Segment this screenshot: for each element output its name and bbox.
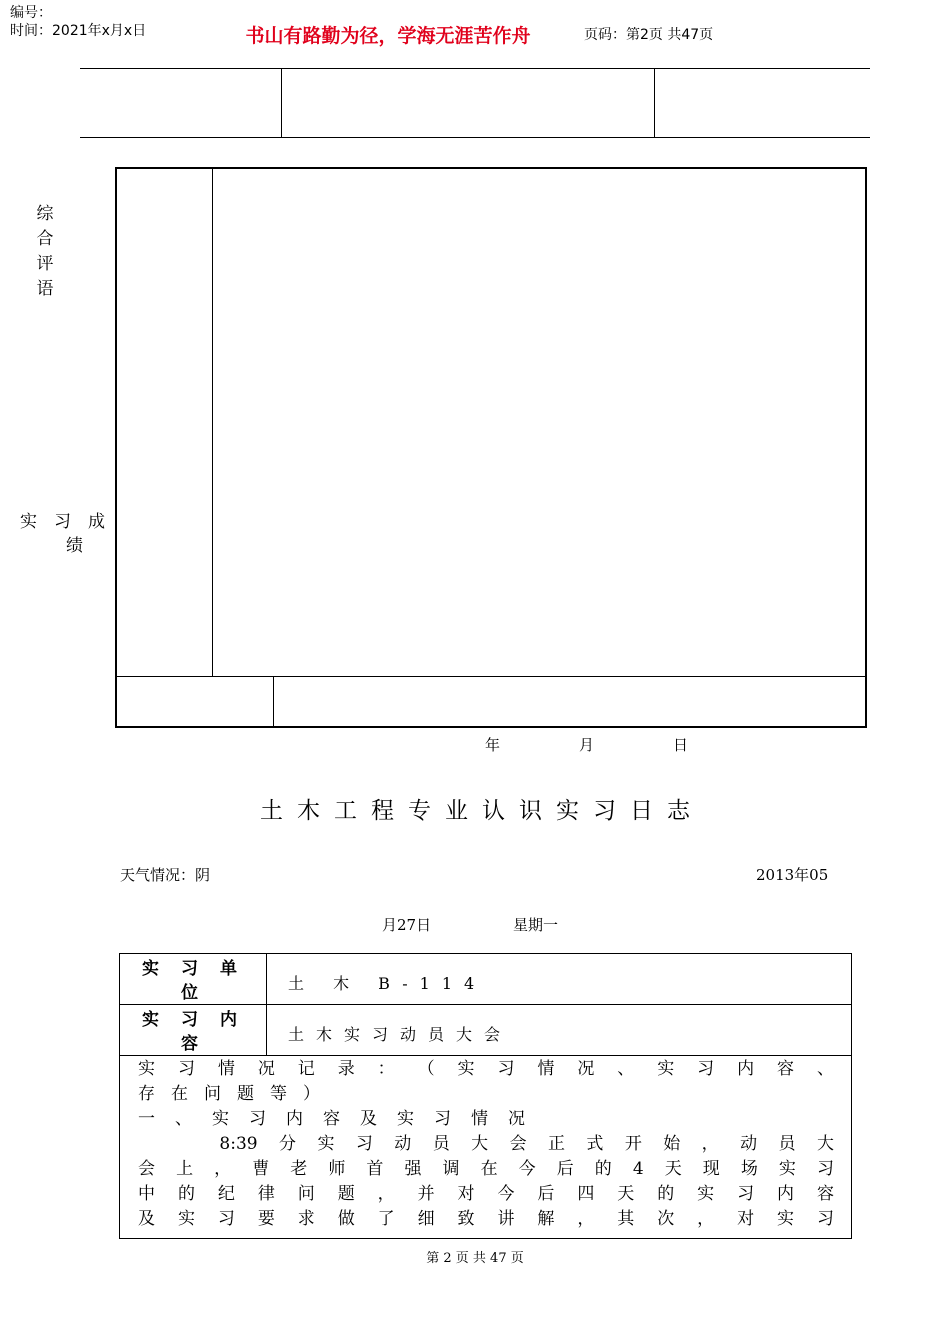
page-header xyxy=(80,68,870,138)
content-value: 土木实习动员大会 xyxy=(288,1025,513,1044)
evaluation-table xyxy=(115,167,867,728)
weekday-label: 星期一 xyxy=(513,916,559,934)
serial-label: 编号： xyxy=(10,5,52,21)
month-label: 月 xyxy=(579,736,595,754)
record-line: 中 的 纪 律 问 题 ， 并 对 今 后 四 天 的 实 习 内 容 xyxy=(138,1184,834,1204)
unit-value: 土 木 B-114 xyxy=(288,974,487,993)
header-page-info: 页码：第2页 共47页 xyxy=(584,27,714,43)
content-label: 实习内 容 xyxy=(142,1010,259,1054)
score-label xyxy=(20,510,140,558)
year-label: 年 xyxy=(485,736,501,754)
date-part1: 2013年05 xyxy=(756,866,829,884)
header-divider xyxy=(654,69,655,137)
log-title: 土木工程专业认识实习日志 xyxy=(260,798,704,824)
comment-label: 综 合 评 语 xyxy=(36,204,54,299)
time-label: 时间：2021年x月x日 xyxy=(10,23,147,39)
page-footer: 第 2 页 共 47 页 xyxy=(426,1251,524,1266)
record-text xyxy=(138,1057,834,1232)
day-label: 日 xyxy=(673,736,689,754)
log-table xyxy=(119,953,852,1239)
header-meta xyxy=(10,4,146,40)
record-line: 存 在 问 题 等 ） xyxy=(138,1084,320,1104)
unit-label: 实习单 位 xyxy=(142,959,259,1003)
score-label-line2: 绩 xyxy=(66,536,100,556)
weather-label: 天气情况：阴 xyxy=(120,866,211,884)
header-divider xyxy=(281,69,282,137)
record-line: 及 实 习 要 求 做 了 细 致 讲 解 ， 其 次 ， 对 实 习 xyxy=(138,1209,834,1229)
date-part2: 月27日 xyxy=(382,916,432,934)
record-line: 一 、 实 习 内 容 及 实 习 情 况 xyxy=(138,1109,525,1129)
record-line: 实 习 情 况 记 录 ： （ 实 习 情 况 、 实 习 内 容 、 xyxy=(138,1059,834,1079)
record-line: 会 上 ， 曹 老 师 首 强 调 在 今 后 的 4 天 现 场 实 习 xyxy=(138,1159,834,1179)
score-label-line1: 实习成 xyxy=(20,512,122,532)
header-motto: 书山有路勤为径，学海无涯苦作舟 xyxy=(245,24,531,47)
record-line: 8:39 分 实 习 动 员 大 会 正 式 开 始 ， 动 员 大 xyxy=(219,1134,834,1154)
